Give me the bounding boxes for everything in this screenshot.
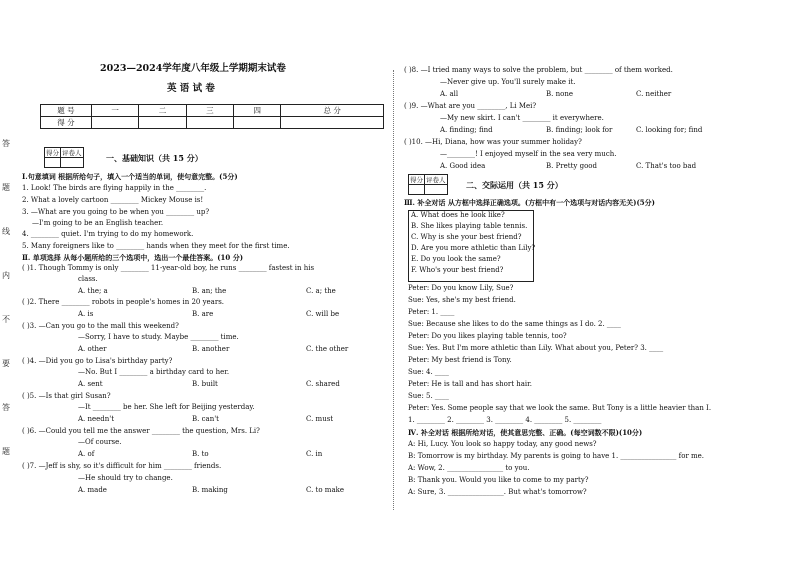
option[interactable]: B. none	[546, 90, 573, 98]
score-cell: 题 号	[41, 105, 92, 117]
grader-score-cell[interactable]	[45, 158, 61, 168]
dialogue-line: Sue: 5. ____	[408, 392, 449, 400]
option[interactable]: A. the; a	[78, 287, 108, 295]
question-line: —It ________ be her. She left for Beijing yesterday.	[78, 403, 255, 411]
option[interactable]: A. finding; find	[440, 126, 493, 134]
section-heading: 二、交际运用（共 15 分）	[466, 180, 563, 190]
binding-margin	[2, 140, 16, 492]
dialogue-line: B: Thank you. Would you like to come to my party?	[408, 476, 589, 484]
grader-box	[44, 147, 84, 168]
option[interactable]: B. an; the	[192, 287, 227, 295]
box-option: F. Who's your best friend?	[411, 266, 504, 274]
margin-char: 题	[2, 183, 10, 192]
option[interactable]: A. made	[78, 486, 107, 494]
question: ( )5. —Is that girl Susan?	[22, 392, 111, 400]
grader-label: 评卷人	[62, 149, 82, 157]
grader-label: 评卷人	[426, 176, 446, 184]
options-box	[408, 210, 534, 282]
part-heading: Ⅲ. 补全对话 从方框中选择正确选项。(方框中有一个选项与对话内容无关)(5分)	[404, 198, 655, 207]
question: ( )7. —Jeff is shy, so it's difficult for him ________ friends.	[22, 462, 222, 470]
part-heading: Ⅳ. 补全对话 根据所给对话，使其意思完整、正确。(每空词数不限)(10分)	[408, 428, 643, 437]
question: ( )10. —Hi, Diana, how was your summer holiday?	[404, 138, 582, 146]
option[interactable]: A. needn't	[78, 415, 115, 423]
question-line: —Never give up. You'll surely make it.	[440, 78, 576, 86]
dialogue-line: Peter: Do you likes playing table tennis, too?	[408, 332, 567, 340]
dialogue-line: Peter: My best friend is Tony.	[408, 356, 512, 364]
question: ( )3. —Can you go to the mall this weekend?	[22, 322, 179, 330]
score-input-cell[interactable]	[139, 117, 186, 129]
grader-label: 得分	[410, 176, 423, 184]
grader-name-cell[interactable]	[61, 158, 84, 168]
question: 3. —What are you going to be when you ________ up?	[22, 208, 210, 216]
dialogue-line: Peter: He is tall and has short hair.	[408, 380, 532, 388]
dialogue-line[interactable]: B: Tomorrow is my birthday. My parents is going to have 1. ________________ for me.	[408, 452, 705, 460]
score-cell: 四	[234, 105, 281, 117]
question-line: —He should try to change.	[78, 474, 173, 482]
box-option: D. Are you more athletic than Lily?	[411, 244, 536, 252]
margin-char: 线	[2, 227, 10, 236]
margin-char: 题	[2, 447, 10, 456]
option[interactable]: C. in	[306, 450, 323, 458]
margin-char: 不	[2, 315, 10, 324]
box-option: E. Do you look the same?	[411, 255, 501, 263]
grader-name-cell[interactable]	[425, 185, 448, 195]
option[interactable]: B. to	[192, 450, 209, 458]
score-input-cell[interactable]	[234, 117, 281, 129]
question: ( )9. —What are you ________, Li Mei?	[404, 102, 537, 110]
grader-box	[408, 174, 448, 195]
option[interactable]: B. finding; look for	[546, 126, 613, 134]
option[interactable]: B. built	[192, 380, 218, 388]
grader-label: 得分	[46, 149, 59, 157]
question-line: —Of course.	[78, 438, 122, 446]
dialogue-line: Peter: Do you know Lily, Sue?	[408, 284, 514, 292]
option[interactable]: A. of	[78, 450, 95, 458]
question-line: class.	[78, 275, 98, 283]
option[interactable]: B. making	[192, 486, 228, 494]
option[interactable]: A. all	[440, 90, 459, 98]
option[interactable]: C. That's too bad	[636, 162, 697, 170]
option[interactable]: B. are	[192, 310, 214, 318]
answer-blanks[interactable]: 1. ________ 2. ________ 3. ________ 4. ________ 5. ________	[408, 416, 602, 424]
dialogue-line: Sue: Yes. But I'm more athletic than Lily. What about you, Peter? 3. ____	[408, 344, 664, 352]
dialogue-line: Peter: Yes. Some people say that we look the same. But Tony is a little heavier than I.	[408, 404, 712, 412]
exam-title: 2023—2024学年度八年级上学期期末试卷	[100, 63, 286, 74]
box-option: A. What does he look like?	[411, 211, 505, 219]
section-heading: 一、基础知识（共 15 分）	[106, 153, 203, 163]
grader-score-cell[interactable]	[409, 185, 425, 195]
score-input-cell[interactable]	[186, 117, 233, 129]
option[interactable]: A. is	[78, 310, 94, 318]
box-option: C. Why is she your best friend?	[411, 233, 522, 241]
question: ( )6. —Could you tell me the answer ________ the question, Mrs. Li?	[22, 427, 260, 435]
question: 1. Look! The birds are flying happily in the ________.	[22, 184, 207, 192]
option[interactable]: C. looking for; find	[636, 126, 703, 134]
question: 2. What a lovely cartoon ________ Mickey Mouse is!	[22, 196, 204, 204]
score-cell: 二	[139, 105, 186, 117]
option[interactable]: C. the other	[306, 345, 349, 353]
question: 4. ________ quiet. I'm trying to do my homework.	[22, 230, 194, 238]
question-line: —My new skirt. I can't ________ it everywhere.	[440, 114, 604, 122]
question-line: —I'm going to be an English teacher.	[32, 219, 164, 227]
question: ( )1. Though Tommy is only ________ 11-year-old boy, he runs ________ fastest in his	[22, 264, 315, 272]
question: ( )2. There ________ robots in people's homes in 20 years.	[22, 298, 225, 306]
question: 5. Many foreigners like to ________ hands when they meet for the first time.	[22, 242, 290, 250]
part-heading: Ⅱ. 单项选择 从每小题所给的三个选项中，选出一个最佳答案。(10 分)	[22, 253, 244, 262]
option[interactable]: C. must	[306, 415, 334, 423]
option[interactable]: C. to make	[306, 486, 345, 494]
score-cell: 总 分	[281, 105, 384, 117]
margin-char: 内	[2, 271, 10, 280]
score-input-cell[interactable]	[281, 117, 384, 129]
score-cell: 得 分	[41, 117, 92, 129]
dialogue-line[interactable]: A: Sure, 3. ________________. But what's tomorrow?	[408, 488, 587, 496]
option[interactable]: A. other	[78, 345, 107, 353]
option[interactable]: A. sent	[78, 380, 103, 388]
subject-title: 英 语 试 卷	[167, 83, 215, 94]
option[interactable]: C. will be	[306, 310, 340, 318]
question-line: —________! I enjoyed myself in the sea very much.	[440, 150, 617, 158]
option[interactable]: B. can't	[192, 415, 219, 423]
question: ( )8. —I tried many ways to solve the problem, but ________ of them worked.	[404, 66, 673, 74]
dialogue-line: Sue: Yes, she's my best friend.	[408, 296, 516, 304]
dialogue-line: Sue: 4. ____	[408, 368, 449, 376]
dialogue-line: A: Hi, Lucy. You look so happy today, any good news?	[408, 440, 597, 448]
option[interactable]: C. a; the	[306, 287, 336, 295]
question-line: —Sorry, I have to study. Maybe ________ time.	[78, 333, 239, 341]
column-divider	[393, 70, 394, 510]
dialogue-line[interactable]: A: Wow, 2. ________________ to you.	[408, 464, 530, 472]
score-cell: 一	[92, 105, 139, 117]
option[interactable]: B. another	[192, 345, 230, 353]
margin-char: 要	[2, 359, 10, 368]
dialogue-line: Peter: 1. ____	[408, 308, 455, 316]
option[interactable]: A. Good idea	[440, 162, 486, 170]
box-option: B. She likes playing table tennis.	[411, 222, 528, 230]
option[interactable]: C. shared	[306, 380, 340, 388]
margin-char: 答	[2, 139, 10, 148]
margin-char: 答	[2, 403, 10, 412]
dialogue-line: Sue: Because she likes to do the same things as I do. 2. ____	[408, 320, 621, 328]
score-input-cell[interactable]	[92, 117, 139, 129]
question: ( )4. —Did you go to Lisa's birthday party?	[22, 357, 173, 365]
option[interactable]: C. neither	[636, 90, 672, 98]
question-line: —No. But I ________ a birthday card to her.	[78, 368, 230, 376]
score-table	[40, 104, 384, 129]
part-heading: Ⅰ.句意填词 根据所给句子，填入一个适当的单词，使句意完整。(5分)	[22, 172, 238, 181]
option[interactable]: B. Pretty good	[546, 162, 597, 170]
score-cell: 三	[186, 105, 233, 117]
